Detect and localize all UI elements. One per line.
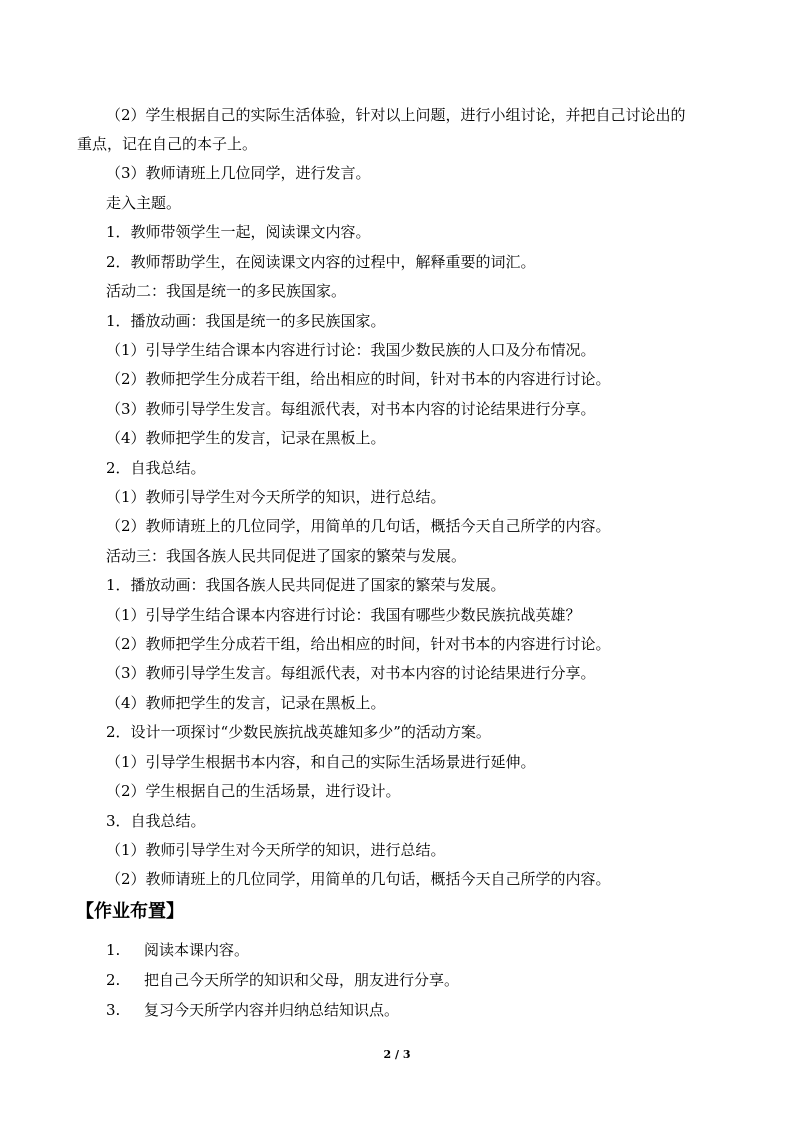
homework-item-text: 把自己今天所学的知识和父母，朋友进行分享。 [144,971,460,989]
paragraph-line: （3）教师引导学生发言。每组派代表，对书本内容的讨论结果进行分享。 [106,400,596,418]
paragraph-line: 2．教师帮助学生，在阅读课文内容的过程中，解释重要的词汇。 [106,253,536,271]
paragraph-line: 重点，记在自己的本子上。 [77,135,258,153]
paragraph-line: （3）教师请班上几位同学，进行发言。 [106,164,371,182]
homework-item-number: 3. [106,1001,121,1019]
paragraph-line: （2）教师请班上的几位同学，用简单的几句话，概括今天自己所学的内容。 [106,517,611,535]
paragraph-line: （2）教师把学生分成若干组，给出相应的时间，针对书本的内容进行讨论。 [106,635,611,653]
paragraph-line: 2．自我总结。 [106,459,206,477]
paragraph-line: 1．教师带领学生一起，阅读课文内容。 [106,223,371,241]
page-number: 2 / 3 [383,1048,411,1061]
homework-item-number: 1. [106,941,121,959]
activity-title: 活动二：我国是统一的多民族国家。 [106,282,347,300]
homework-item-text: 复习今天所学内容并归纳总结知识点。 [144,1001,400,1019]
paragraph-line: （4）教师把学生的发言，记录在黑板上。 [106,694,386,712]
paragraph-line: （4）教师把学生的发言，记录在黑板上。 [106,429,386,447]
homework-item [106,940,666,960]
paragraph-line: 1．播放动画：我国是统一的多民族国家。 [106,312,386,330]
paragraph-line: （2）学生根据自己的实际生活体验，针对以上问题，进行小组讨论，并把自己讨论出的 [106,106,686,124]
paragraph-line: （1）教师引导学生对今天所学的知识，进行总结。 [106,841,446,859]
homework-item [106,970,666,990]
homework-item-number: 2. [106,971,121,989]
paragraph-line: （2）学生根据自己的生活场景，进行设计。 [106,782,401,800]
paragraph-line: （2）教师请班上的几位同学，用简单的几句话，概括今天自己所学的内容。 [106,870,611,888]
paragraph-line: 2．设计一项探讨“少数民族抗战英雄知多少”的活动方案。 [106,723,491,741]
section-intro: 走入主题。 [106,194,182,212]
paragraph-line: 1．播放动画：我国各族人民共同促进了国家的繁荣与发展。 [106,576,506,594]
homework-heading: 【作业布置】 [76,901,184,922]
homework-item-text: 阅读本课内容。 [144,941,250,959]
paragraph-line: 3．自我总结。 [106,812,206,830]
paragraph-line: （3）教师引导学生发言。每组派代表，对书本内容的讨论结果进行分享。 [106,664,596,682]
paragraph-line: （1）引导学生结合课本内容进行讨论：我国有哪些少数民族抗战英雄？ [106,606,581,624]
paragraph-line: （1）引导学生结合课本内容进行讨论：我国少数民族的人口及分布情况。 [106,341,596,359]
homework-item [106,1000,666,1020]
activity-title: 活动三：我国各族人民共同促进了国家的繁荣与发展。 [106,547,467,565]
paragraph-line: （1）教师引导学生对今天所学的知识，进行总结。 [106,488,446,506]
paragraph-line: （1）引导学生根据书本内容，和自己的实际生活场景进行延伸。 [106,753,536,771]
paragraph-line: （2）教师把学生分成若干组，给出相应的时间，针对书本的内容进行讨论。 [106,370,611,388]
